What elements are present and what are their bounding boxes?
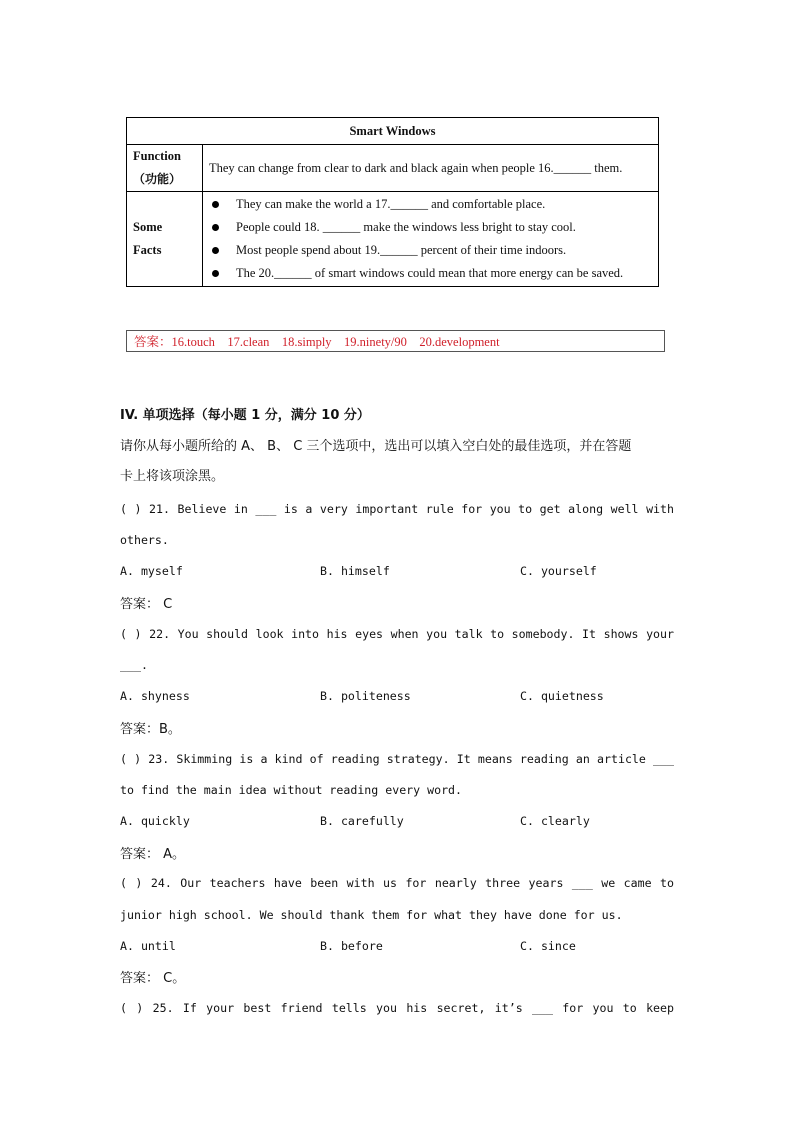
instruction-line-1: 请你从每小题所给的 A、 B、 C 三个选项中，选出可以填入空白处的最佳选项，并在答题 <box>120 439 632 454</box>
table-title-row <box>127 118 659 145</box>
fact-item <box>209 239 654 262</box>
function-label: Function <box>133 149 181 163</box>
question-21-option-a: A. myself <box>120 564 183 578</box>
question-25-line-1: ( ) 25. If your best friend tells you his secret, it’s ___ for you to keep <box>120 1001 674 1015</box>
question-22-line-1: ( ) 22. You should look into his eyes when you talk to somebody. It shows your <box>120 627 674 641</box>
fact-item <box>209 193 654 216</box>
bullet-icon <box>212 247 219 254</box>
question-23-option-a: A. quickly <box>120 814 190 828</box>
question-23-answer: 答案： A。 <box>120 847 186 862</box>
question-23-option-b: B. carefully <box>320 814 404 828</box>
function-label-cell <box>127 145 203 192</box>
bullet-icon <box>212 201 219 208</box>
question-22-option-b: B. politeness <box>320 689 411 703</box>
question-24-answer: 答案： C。 <box>120 971 186 986</box>
section-heading: IV. 单项选择（每小题 1 分，满分 10 分） <box>120 408 370 423</box>
smart-windows-table <box>126 117 659 287</box>
question-21-answer: 答案： C <box>120 597 173 612</box>
facts-label-line2: Facts <box>133 243 162 257</box>
facts-row <box>127 192 659 287</box>
question-23-line-1: ( ) 23. Skimming is a kind of reading strategy. It means reading an article ___ <box>120 752 674 766</box>
fact-item <box>209 216 654 239</box>
question-23-line-2: to find the main idea without reading every word. <box>120 783 463 797</box>
fact-text: They can make the world a 17.______ and comfortable place. <box>236 197 546 211</box>
question-22-line-2: ___. <box>120 658 148 672</box>
fact-text: Most people spend about 19.______ percent of their time indoors. <box>236 243 567 257</box>
fact-text: People could 18. ______ make the windows less bright to stay cool. <box>236 220 576 234</box>
answer-key-box: 答案：16.touch 17.clean 18.simply 19.ninety/90 20.development <box>126 330 665 352</box>
question-21-option-b: B. himself <box>320 564 390 578</box>
bullet-icon <box>212 270 219 277</box>
question-22-answer: 答案：B。 <box>120 722 181 737</box>
bullet-icon <box>212 224 219 231</box>
question-22-option-c: C. quietness <box>520 689 604 703</box>
instruction-line-2: 卡上将该项涂黑。 <box>120 469 225 484</box>
question-24-option-c: C. since <box>520 939 576 953</box>
question-21-option-c: C. yourself <box>520 564 597 578</box>
table-title: Smart Windows <box>127 118 659 145</box>
question-21-line-2: others. <box>120 533 169 547</box>
facts-list <box>209 193 654 285</box>
function-text: They can change from clear to dark and black again when people 16.______ them. <box>203 145 659 192</box>
fact-text: The 20.______ of smart windows could mean that more energy can be saved. <box>236 266 624 280</box>
function-label-cn: （功能） <box>133 172 182 186</box>
question-22-option-a: A. shyness <box>120 689 190 703</box>
question-24-option-b: B. before <box>320 939 383 953</box>
fact-item <box>209 262 654 285</box>
facts-label-cell <box>127 192 203 287</box>
question-24-line-1: ( ) 24. Our teachers have been with us for nearly three years ___ we came to <box>120 876 674 890</box>
question-24-option-a: A. until <box>120 939 176 953</box>
question-24-line-2: junior high school. We should thank them for what they have done for us. <box>120 908 623 922</box>
facts-cell <box>203 192 659 287</box>
function-row <box>127 145 659 192</box>
question-23-option-c: C. clearly <box>520 814 590 828</box>
facts-label-line1: Some <box>133 220 163 234</box>
question-21-line-1: ( ) 21. Believe in ___ is a very important rule for you to get along well with <box>120 502 674 516</box>
